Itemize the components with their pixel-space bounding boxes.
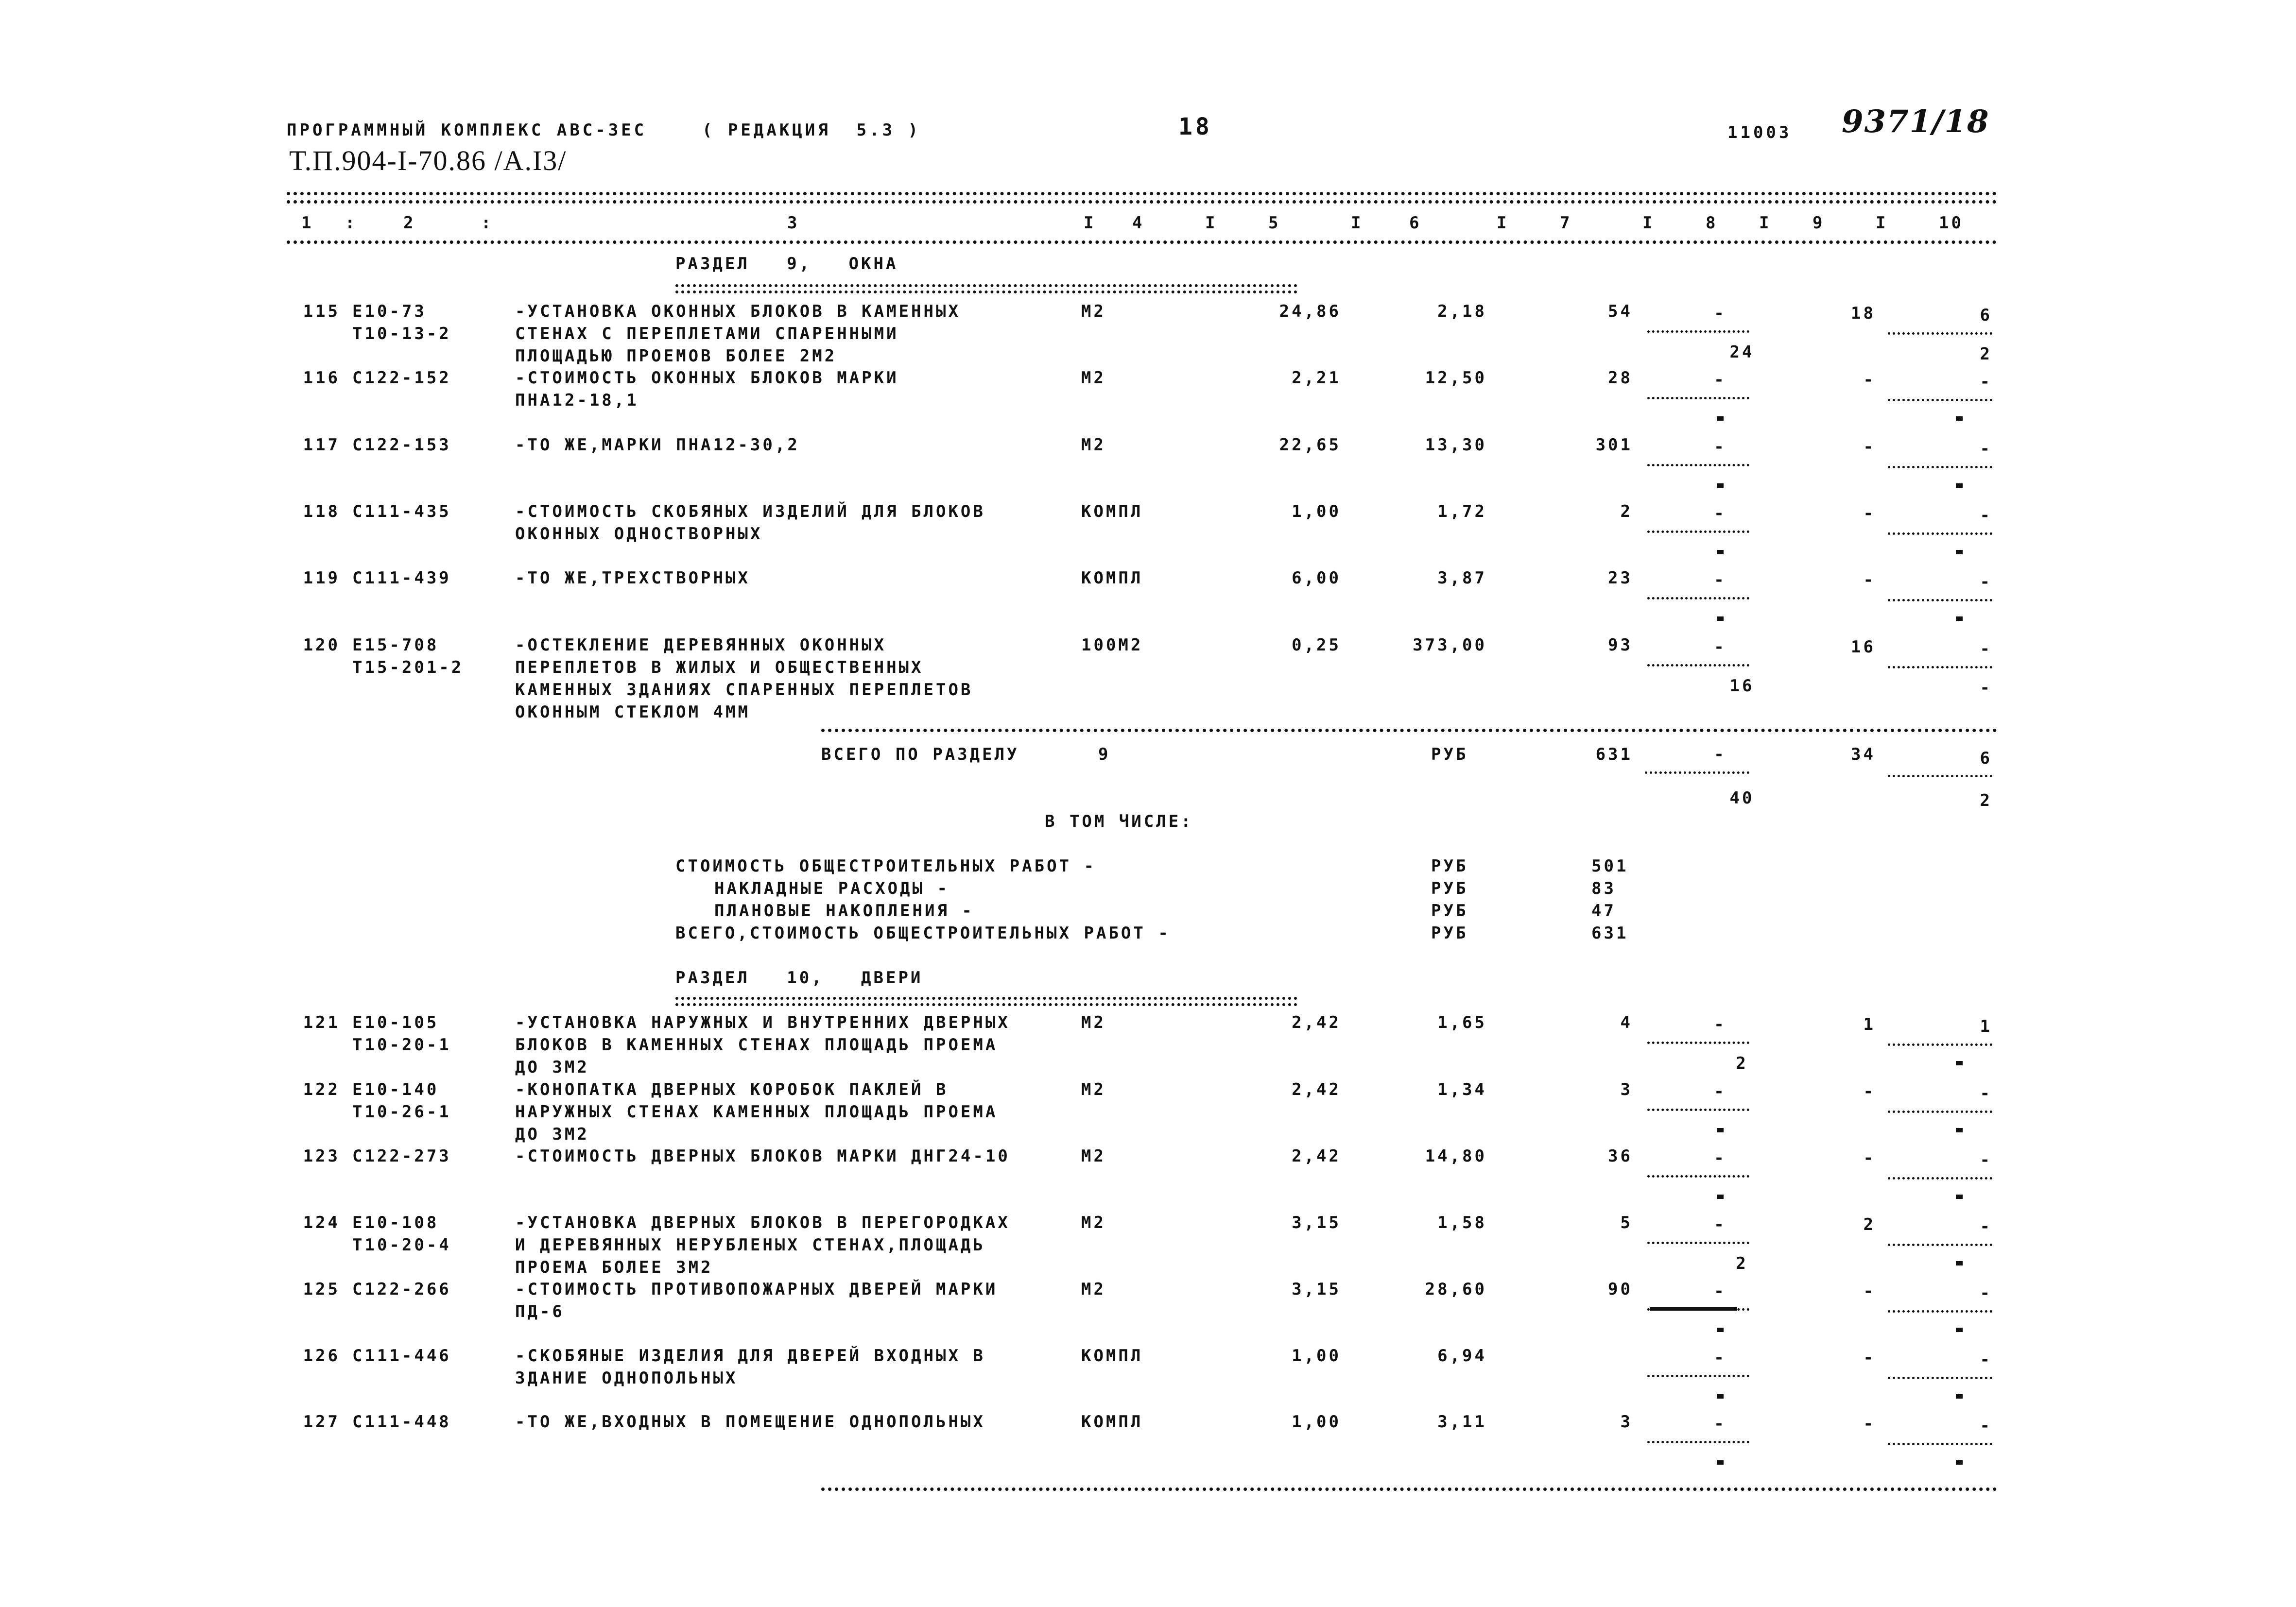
row-description-line: СТЕНАХ С ПЕРЕПЛЕТАМИ СПАРЕННЫМИ (515, 324, 899, 343)
row-description-line: ПЛОЩАДЬЮ ПРОЕМОВ БОЛЕЕ 2М2 (515, 346, 837, 366)
row-unit-price: 373,00 (1413, 635, 1487, 655)
row-code-secondary: Т10-20-1 (352, 1035, 451, 1055)
row-col8-denominator: 24 (1729, 342, 1755, 362)
row-col9: - (1863, 1082, 1876, 1101)
row-col8: - (1714, 570, 1726, 590)
row-col10: - (1980, 1416, 1992, 1436)
row-col10-denominator-dash (1956, 1061, 1963, 1065)
row-col10-rule (1888, 599, 1992, 601)
row-col10: 1 (1980, 1017, 1992, 1036)
row-unit-price: 12,50 (1425, 368, 1487, 388)
row-code: С111-448 (352, 1412, 451, 1432)
row-col10: - (1980, 1217, 1992, 1236)
row-unit: М2 (1081, 1280, 1106, 1299)
summary-unit: РУБ (1431, 901, 1468, 921)
row-description-line: ПЕРЕПЛЕТОВ В ЖИЛЫХ И ОБЩЕСТВЕННЫХ (515, 658, 924, 677)
section-9-total-c10b: 2 (1980, 791, 1992, 810)
row-col8-rule (1647, 330, 1749, 333)
row-quantity: 24,86 (1279, 302, 1341, 321)
row-code: С111-435 (352, 502, 451, 521)
row-description-line: -ТО ЖЕ,МАРКИ ПНА12-30,2 (515, 435, 800, 455)
row-col10-denominator-dash (1956, 1261, 1963, 1265)
row-col8-rule (1647, 464, 1749, 466)
row-col10-denominator: 2 (1980, 344, 1992, 364)
row-col8: - (1714, 1015, 1726, 1034)
row-col8: - (1714, 1148, 1726, 1168)
row-total-cost: 5 (1620, 1213, 1633, 1232)
including-label: В ТОМ ЧИСЛЕ: (1045, 812, 1193, 831)
row-col8-denominator-dash (1717, 1128, 1724, 1132)
column-separator: I (1084, 213, 1096, 233)
row-quantity: 1,00 (1292, 502, 1341, 521)
row-unit: М2 (1081, 1213, 1106, 1232)
row-col10-rule (1888, 1177, 1992, 1180)
row-col9: - (1863, 1148, 1876, 1168)
section-9-total-rule (821, 729, 1997, 732)
row-col8-denominator-dash (1717, 1328, 1724, 1332)
row-col10: - (1980, 1150, 1992, 1170)
row-quantity: 2,42 (1292, 1080, 1341, 1099)
row-description-line: -КОНОПАТКА ДВЕРНЫХ КОРОБОК ПАКЛЕЙ В (515, 1080, 949, 1099)
row-col10-denominator: - (1980, 678, 1992, 698)
row-quantity: 1,00 (1292, 1412, 1341, 1432)
column-number-5: 5 (1268, 213, 1281, 233)
row-total-cost: 93 (1608, 635, 1633, 655)
row-number: 125 (303, 1280, 340, 1299)
row-total-cost: 36 (1608, 1146, 1633, 1166)
row-number: 115 (303, 302, 340, 321)
row-quantity: 2,21 (1292, 368, 1341, 388)
row-total-cost: 2 (1620, 502, 1633, 521)
summary-label: ВСЕГО,СТОИМОСТЬ ОБЩЕСТРОИТЕЛЬНЫХ РАБОТ - (675, 923, 1171, 943)
row-col8-denominator-dash (1717, 483, 1724, 488)
row-col10-denominator-dash (1956, 616, 1963, 621)
row-unit: КОМПЛ (1081, 1412, 1143, 1432)
row-col8-rule (1647, 1109, 1749, 1111)
row-description-line: ОКОННЫМ СТЕКЛОМ 4ММ (515, 702, 750, 722)
row-col10: 6 (1980, 306, 1992, 325)
row-unit: М2 (1081, 368, 1106, 388)
row-description-line: -СТОИМОСТЬ ОКОННЫХ БЛОКОВ МАРКИ (515, 368, 899, 388)
row-col10-denominator-dash (1956, 550, 1963, 554)
row-unit-price: 1,58 (1437, 1213, 1487, 1232)
column-number-1: 1 (301, 213, 314, 233)
summary-value: 631 (1591, 923, 1629, 943)
section-9-total-c10-rule (1888, 775, 1992, 777)
row-unit-price: 1,65 (1437, 1013, 1487, 1032)
summary-label: СТОИМОСТЬ ОБЩЕСТРОИТЕЛЬНЫХ РАБОТ - (675, 856, 1096, 876)
row-total-cost: 23 (1608, 568, 1633, 588)
row-code: Е15-708 (352, 635, 439, 655)
section-9-total-unit: РУБ (1431, 745, 1468, 764)
section-9-total-section: 9 (1098, 745, 1111, 764)
table-top-rule (287, 192, 1997, 195)
summary-label: ПЛАНОВЫЕ НАКОПЛЕНИЯ - (714, 901, 974, 921)
row-total-cost: 90 (1608, 1280, 1633, 1299)
row-unit: КОМПЛ (1081, 1346, 1143, 1366)
row-col10-denominator-dash (1956, 1195, 1963, 1199)
column-separator: : (345, 213, 358, 233)
column-separator: I (1876, 213, 1888, 233)
row-col8-denominator-dash (1717, 1394, 1724, 1399)
row-col10-rule (1888, 666, 1992, 668)
summary-unit: РУБ (1431, 923, 1468, 943)
row-col9: - (1863, 1282, 1876, 1301)
row-number: 117 (303, 435, 340, 455)
section-9-total-c8-rule (1645, 771, 1749, 774)
row-quantity: 2,42 (1292, 1146, 1341, 1166)
row-col9: 1 (1863, 1015, 1876, 1034)
row-total-cost: 3 (1620, 1412, 1633, 1432)
row-unit-price: 14,80 (1425, 1146, 1487, 1166)
row-unit-price: 13,30 (1425, 435, 1487, 455)
edition-label: ( РЕДАКЦИЯ 5.3 ) (702, 120, 921, 140)
row-description-line: -СКОБЯНЫЕ ИЗДЕЛИЯ ДЛЯ ДВЕРЕЙ ВХОДНЫХ В (515, 1346, 985, 1366)
row-number: 120 (303, 635, 340, 655)
row-col8-rule (1647, 530, 1749, 533)
column-number-4: 4 (1132, 213, 1145, 233)
row-col8-denominator-dash (1717, 1195, 1724, 1199)
row-col10-denominator-dash (1956, 416, 1963, 421)
row-description-line: КАМЕННЫХ ЗДАНИЯХ СПАРЕННЫХ ПЕРЕПЛЕТОВ (515, 680, 973, 700)
row-description-line: ДО 3М2 (515, 1125, 589, 1144)
row-col10: - (1980, 439, 1992, 459)
doc-id: Т.П.904-I-70.86 /А.I3/ (289, 145, 567, 176)
row-description-line: ЗДАНИЕ ОДНОПОЛЬНЫХ (515, 1368, 738, 1388)
column-number-3: 3 (787, 213, 800, 233)
row-description-line: -СТОИМОСТЬ ДВЕРНЫХ БЛОКОВ МАРКИ ДНГ24-10 (515, 1146, 1010, 1166)
row-col9: 2 (1863, 1215, 1876, 1234)
row-code-secondary: Т15-201-2 (352, 658, 464, 677)
row-col10: - (1980, 639, 1992, 659)
summary-value: 47 (1591, 901, 1616, 921)
row-number: 122 (303, 1080, 340, 1099)
row-description-line: -СТОИМОСТЬ ПРОТИВОПОЖАРНЫХ ДВЕРЕЙ МАРКИ (515, 1280, 998, 1299)
row-col10-rule (1888, 332, 1992, 335)
row-col8-denominator: 2 (1736, 1254, 1748, 1273)
row-code: С111-439 (352, 568, 451, 588)
row-col8-denominator-dash (1717, 550, 1724, 554)
row-unit: М2 (1081, 302, 1106, 321)
row-total-cost: 54 (1608, 302, 1633, 321)
row-description-line: ОКОННЫХ ОДНОСТВОРНЫХ (515, 524, 763, 544)
row-unit-price: 2,18 (1437, 302, 1487, 321)
row-code: С111-446 (352, 1346, 451, 1366)
row-col10-rule (1888, 1111, 1992, 1113)
row-unit-price: 28,60 (1425, 1280, 1487, 1299)
row-description-line: -УСТАНОВКА ДВЕРНЫХ БЛОКОВ В ПЕРЕГОРОДКАХ (515, 1213, 1010, 1232)
row-description-line: -ТО ЖЕ,ТРЕХСТВОРНЫХ (515, 568, 750, 588)
row-col9: - (1863, 437, 1876, 457)
row-col8-rule (1647, 664, 1749, 667)
column-separator: : (481, 213, 494, 233)
row-col10-rule (1888, 532, 1992, 535)
section-9-total-label: ВСЕГО ПО РАЗДЕЛУ (821, 745, 1019, 764)
page-end-rule (821, 1487, 1997, 1491)
row-col8: - (1714, 637, 1726, 657)
row-col10: - (1980, 372, 1992, 392)
row-number: 126 (303, 1346, 340, 1366)
section-10-title-rule-2 (675, 1003, 1297, 1006)
column-separator: I (1497, 213, 1509, 233)
row-description-line: -СТОИМОСТЬ СКОБЯНЫХ ИЗДЕЛИЙ ДЛЯ БЛОКОВ (515, 502, 985, 521)
row-col8-denominator: 2 (1736, 1054, 1748, 1073)
row-description-line: -УСТАНОВКА ОКОННЫХ БЛОКОВ В КАМЕННЫХ (515, 302, 961, 321)
row-unit-price: 1,72 (1437, 502, 1487, 521)
row-col8: - (1714, 1082, 1726, 1101)
row-number: 119 (303, 568, 340, 588)
row-col8: - (1714, 1348, 1726, 1368)
row-description-line: -ТО ЖЕ,ВХОДНЫХ В ПОМЕЩЕНИЕ ОДНОПОЛЬНЫХ (515, 1412, 985, 1432)
row-col8-solid-rule (1650, 1307, 1737, 1311)
row-col10: - (1980, 572, 1992, 592)
row-unit-price: 1,34 (1437, 1080, 1487, 1099)
row-description-line: ДО 3М2 (515, 1058, 589, 1077)
row-col8: - (1714, 437, 1726, 457)
row-code: С122-266 (352, 1280, 451, 1299)
row-col10-rule (1888, 466, 1992, 468)
row-unit: 100М2 (1081, 635, 1143, 655)
row-description-line: И ДЕРЕВЯННЫХ НЕРУБЛЕНЫХ СТЕНАХ,ПЛОЩАДЬ (515, 1235, 985, 1255)
row-description-line: БЛОКОВ В КАМЕННЫХ СТЕНАХ ПЛОЩАДЬ ПРОЕМА (515, 1035, 998, 1055)
row-col10-denominator-dash (1956, 1460, 1963, 1465)
row-col9: - (1863, 1348, 1876, 1368)
row-col8-rule (1647, 1375, 1749, 1377)
row-code: Е10-140 (352, 1080, 439, 1099)
row-col10-denominator-dash (1956, 1128, 1963, 1132)
column-number-2: 2 (403, 213, 416, 233)
row-code: С122-273 (352, 1146, 451, 1166)
row-col10-denominator-dash (1956, 1394, 1963, 1399)
row-description-line: -ОСТЕКЛЕНИЕ ДЕРЕВЯННЫХ ОКОННЫХ (515, 635, 887, 655)
row-col10-rule (1888, 1377, 1992, 1379)
row-unit-price: 3,87 (1437, 568, 1487, 588)
section-9-title-rule-2 (675, 291, 1297, 293)
row-col10-rule (1888, 1244, 1992, 1246)
column-number-7: 7 (1560, 213, 1572, 233)
row-number: 118 (303, 502, 340, 521)
row-col10: - (1980, 1350, 1992, 1369)
row-col8-rule (1647, 1042, 1749, 1044)
column-number-6: 6 (1409, 213, 1422, 233)
column-header-rule (287, 240, 1997, 244)
document-code: 11003 (1727, 123, 1792, 142)
row-total-cost: 301 (1595, 435, 1633, 455)
section-9-total-c8b: 40 (1729, 788, 1755, 808)
row-col10: - (1980, 1283, 1992, 1303)
row-col8-denominator: 16 (1729, 676, 1755, 696)
summary-value: 83 (1591, 879, 1616, 898)
row-description-line: ПНА12-18,1 (515, 391, 639, 410)
row-col8: - (1714, 304, 1726, 323)
section-10-title-rule (675, 997, 1297, 1000)
row-col10-rule (1888, 1043, 1992, 1046)
row-col8-rule (1647, 1175, 1749, 1178)
column-separator: I (1759, 213, 1772, 233)
row-col9: 18 (1851, 304, 1876, 323)
section-9-total-c8: - (1714, 745, 1726, 764)
row-col9: - (1863, 370, 1876, 390)
row-col8: - (1714, 1414, 1726, 1434)
row-description-line: ПД-6 (515, 1302, 565, 1321)
row-col10-denominator-dash (1956, 1328, 1963, 1332)
row-col10-denominator-dash (1956, 483, 1963, 488)
column-number-10: 10 (1939, 213, 1964, 233)
column-number-8: 8 (1706, 213, 1718, 233)
row-col9: - (1863, 1414, 1876, 1434)
row-total-cost: 3 (1620, 1080, 1633, 1099)
row-col8: - (1714, 1215, 1726, 1234)
row-quantity: 22,65 (1279, 435, 1341, 455)
row-quantity: 2,42 (1292, 1013, 1341, 1032)
row-unit-price: 3,11 (1437, 1412, 1487, 1432)
row-col9: - (1863, 570, 1876, 590)
row-unit: М2 (1081, 1013, 1106, 1032)
handwritten-sheet-number: 9371/18 (1842, 103, 1990, 140)
row-unit-price: 6,94 (1437, 1346, 1487, 1366)
row-code: Е10-108 (352, 1213, 439, 1232)
row-code-secondary: Т10-20-4 (352, 1235, 451, 1255)
row-description-line: НАРУЖНЫХ СТЕНАХ КАМЕННЫХ ПЛОЩАДЬ ПРОЕМА (515, 1102, 998, 1122)
row-code: Е10-73 (352, 302, 427, 321)
row-unit: М2 (1081, 1146, 1106, 1166)
row-description-line: ПРОЕМА БОЛЕЕ 3М2 (515, 1258, 713, 1277)
row-col10-rule (1888, 399, 1992, 401)
row-col8-denominator-dash (1717, 416, 1724, 421)
row-description-line: -УСТАНОВКА НАРУЖНЫХ И ВНУТРЕННИХ ДВЕРНЫХ (515, 1013, 1010, 1032)
row-total-cost: 4 (1620, 1013, 1633, 1032)
column-separator: I (1205, 213, 1218, 233)
section-9-title-rule (675, 284, 1297, 287)
row-col8-rule (1647, 397, 1749, 399)
row-number: 116 (303, 368, 340, 388)
section-10-title: РАЗДЕЛ 10, ДВЕРИ (675, 968, 923, 988)
row-quantity: 0,25 (1292, 635, 1341, 655)
row-col10-rule (1888, 1310, 1992, 1313)
summary-unit: РУБ (1431, 856, 1468, 876)
section-9-total-c7: 631 (1595, 745, 1633, 764)
row-unit: М2 (1081, 435, 1106, 455)
section-9-title: РАЗДЕЛ 9, ОКНА (675, 254, 898, 274)
row-number: 123 (303, 1146, 340, 1166)
program-title: ПРОГРАММНЫЙ КОМПЛЕКС АВС-ЗЕС (287, 120, 647, 140)
column-separator: I (1642, 213, 1655, 233)
row-col8: - (1714, 1282, 1726, 1301)
row-code-secondary: Т10-13-2 (352, 324, 451, 343)
section-9-total-c10: 6 (1980, 749, 1992, 768)
row-number: 127 (303, 1412, 340, 1432)
row-col10: - (1980, 506, 1992, 525)
summary-unit: РУБ (1431, 879, 1468, 898)
row-unit: КОМПЛ (1081, 502, 1143, 521)
row-col8-rule (1647, 1441, 1749, 1443)
row-unit: М2 (1081, 1080, 1106, 1099)
row-col8: - (1714, 504, 1726, 523)
row-col9: 16 (1851, 637, 1876, 657)
column-number-9: 9 (1813, 213, 1825, 233)
summary-label: НАКЛАДНЫЕ РАСХОДЫ - (714, 879, 949, 898)
row-col10-rule (1888, 1443, 1992, 1445)
row-quantity: 3,15 (1292, 1213, 1341, 1232)
row-unit: КОМПЛ (1081, 568, 1143, 588)
table-top-rule-2 (287, 200, 1997, 204)
column-separator: I (1351, 213, 1364, 233)
row-col8-rule (1647, 597, 1749, 599)
row-code: С122-152 (352, 368, 451, 388)
page-number: 18 (1178, 113, 1212, 140)
row-number: 121 (303, 1013, 340, 1032)
row-code: Е10-105 (352, 1013, 439, 1032)
row-total-cost: 28 (1608, 368, 1633, 388)
section-9-total-c9: 34 (1851, 745, 1876, 764)
row-col8-denominator-dash (1717, 616, 1724, 621)
row-code: С122-153 (352, 435, 451, 455)
row-col8: - (1714, 370, 1726, 390)
row-col9: - (1863, 504, 1876, 523)
row-col8-denominator-dash (1717, 1460, 1724, 1465)
row-col8-rule (1647, 1242, 1749, 1244)
summary-value: 501 (1591, 856, 1629, 876)
row-quantity: 6,00 (1292, 568, 1341, 588)
row-code-secondary: Т10-26-1 (352, 1102, 451, 1122)
row-number: 124 (303, 1213, 340, 1232)
row-quantity: 1,00 (1292, 1346, 1341, 1366)
row-col10: - (1980, 1084, 1992, 1103)
row-quantity: 3,15 (1292, 1280, 1341, 1299)
